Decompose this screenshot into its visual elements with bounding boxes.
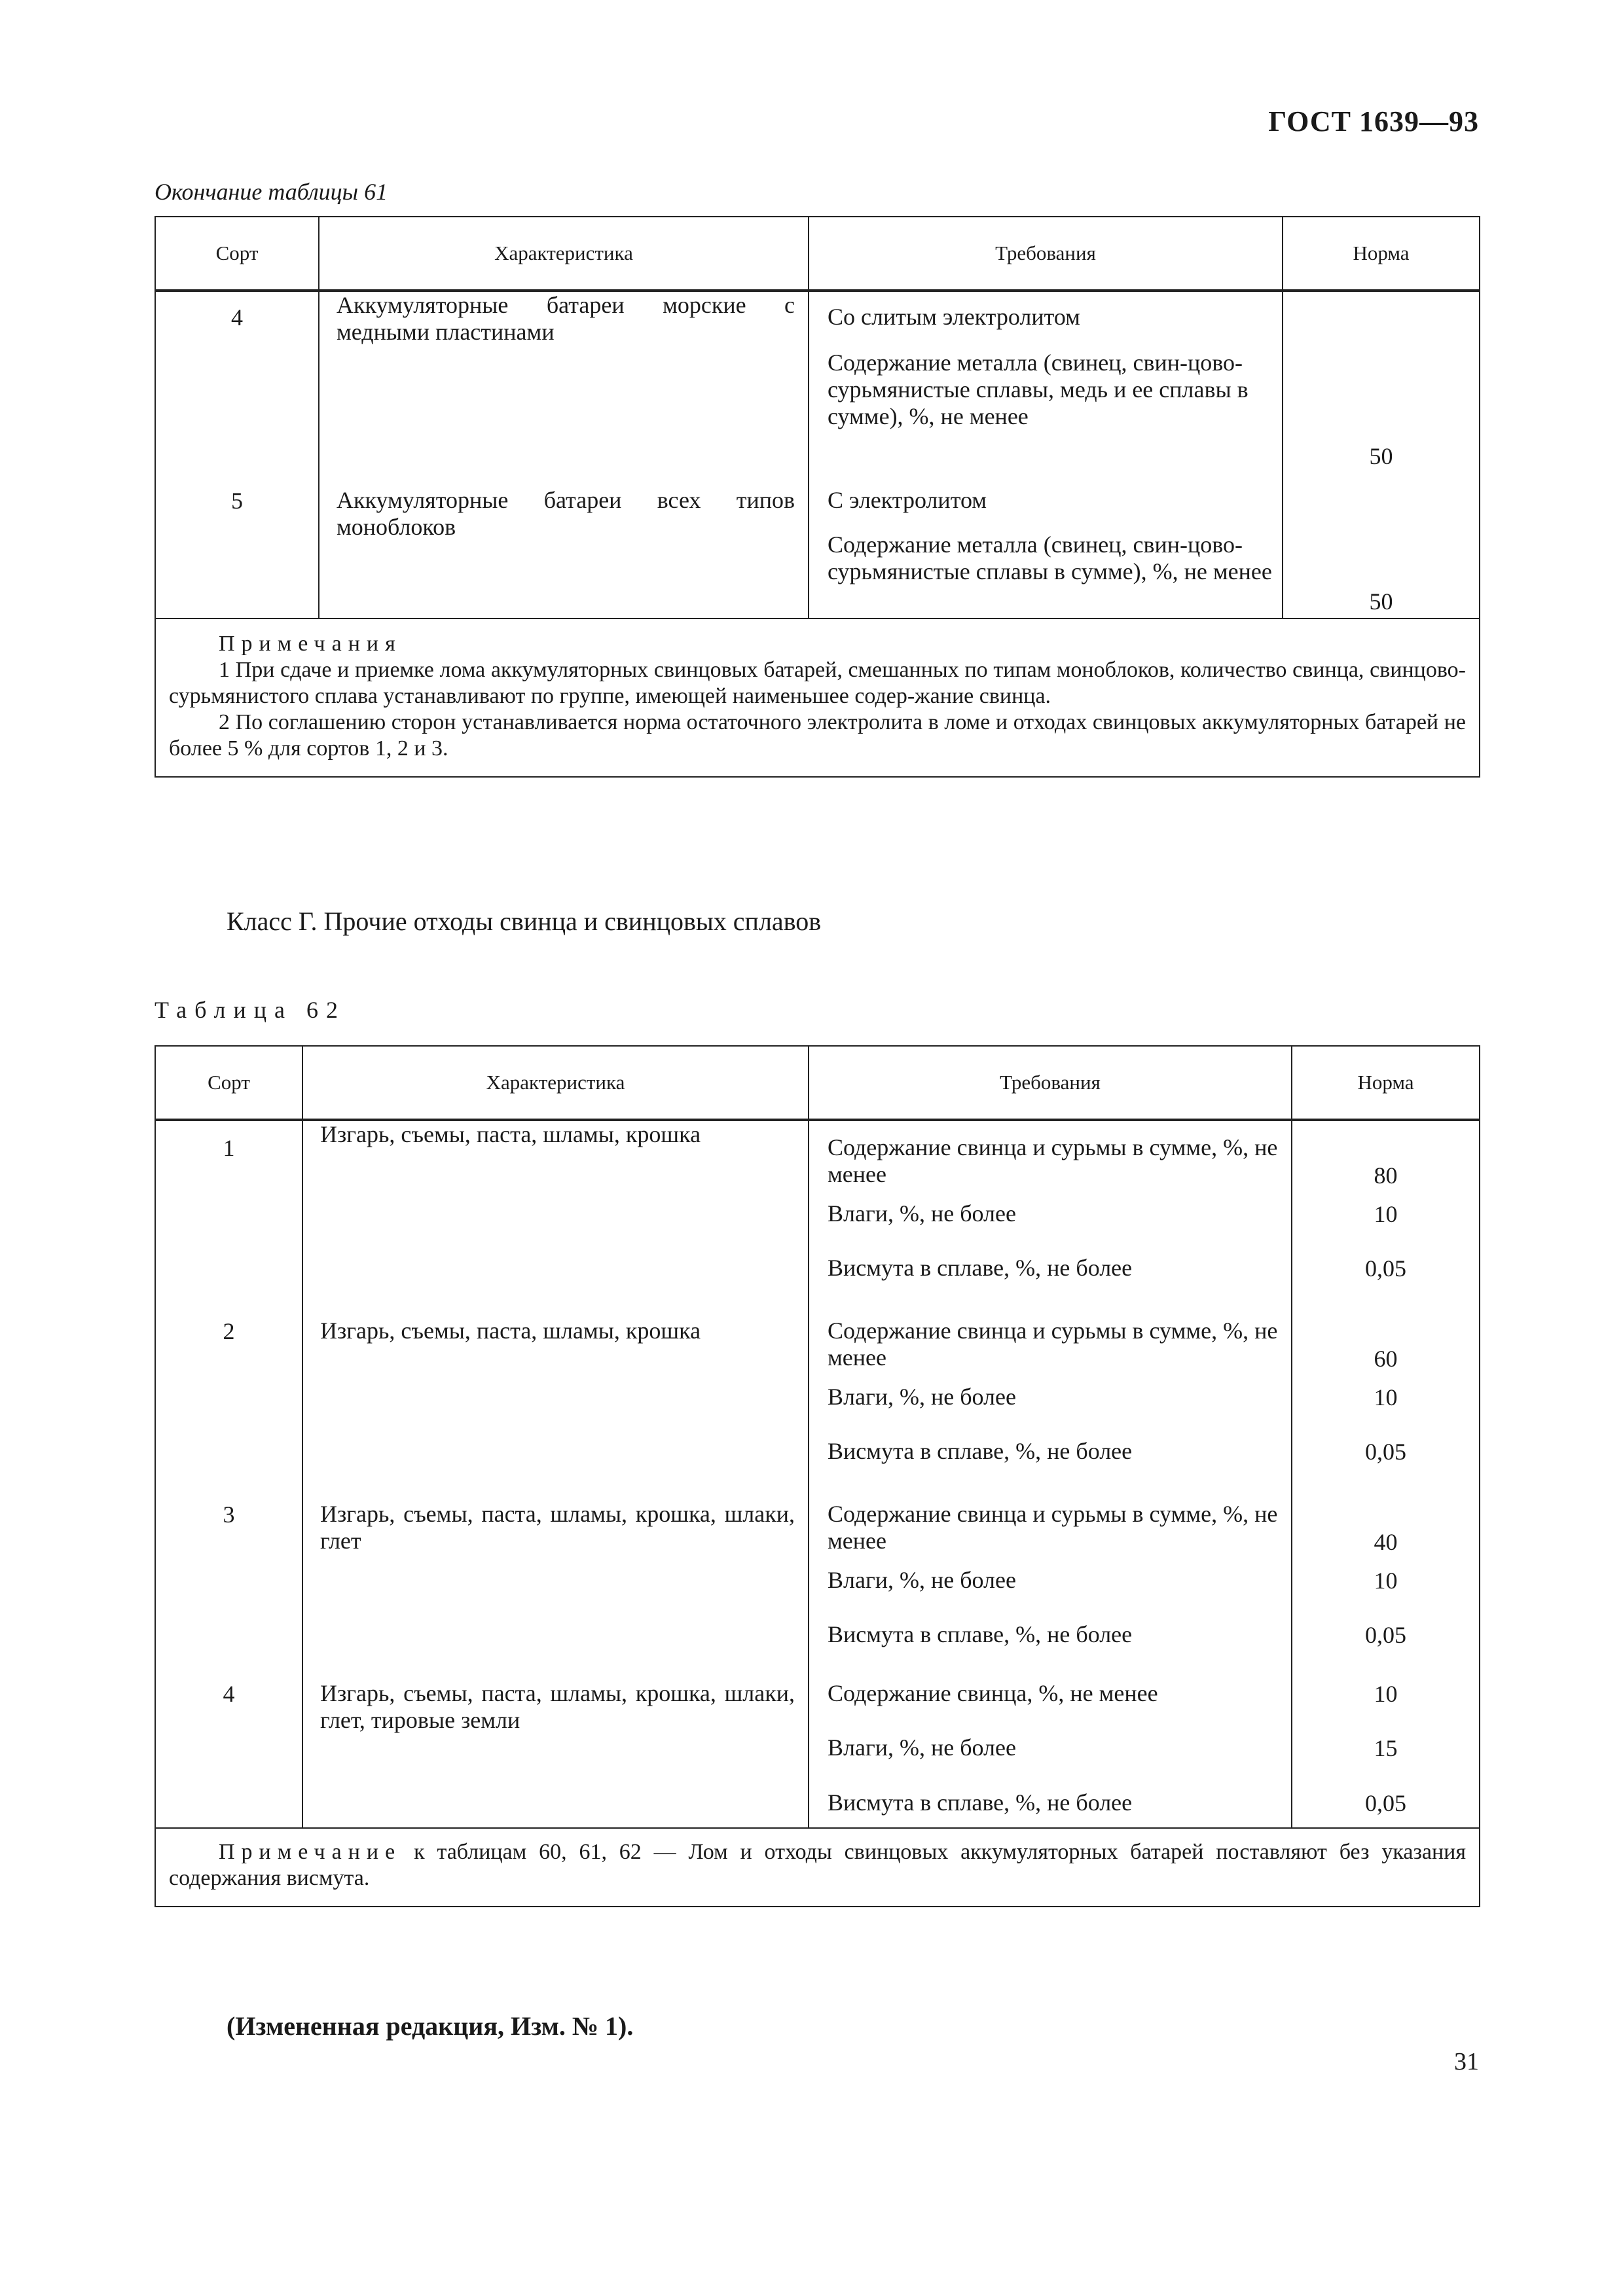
column-header-norm: Норма <box>1292 1046 1480 1120</box>
edit-note: (Измененная редакция, Изм. № 1). <box>227 2011 634 2041</box>
requirements-cell <box>809 1318 1292 1501</box>
table-61 <box>155 216 1480 778</box>
requirement-text: Висмута в сплаве, %, не более <box>828 1789 1133 1816</box>
requirement-text: Влаги, %, не более <box>828 1567 1016 1593</box>
table-62-note <box>155 1828 1480 1907</box>
column-header-requirements: Требования <box>809 1046 1292 1120</box>
requirements-cell <box>809 1680 1292 1828</box>
requirement-text: Содержание металла (свинец, свин-цово-сурьмянистые сплавы, медь и ее сплавы в сумме), %, не менее <box>828 350 1249 429</box>
table-61-notes <box>155 619 1480 777</box>
norm-cell <box>1292 1501 1480 1680</box>
table-row <box>155 1680 1480 1828</box>
norm-value: 0,05 <box>1365 1790 1406 1816</box>
note-item: 2 По соглашению сторон устанавливается норма остаточного электролита в ломе и отходах свинцовых аккумуляторных батарей не более 5 % для сортов 1, 2 и 3. <box>169 710 1466 761</box>
characteristic-cell: Изгарь, съемы, паста, шламы, крошка <box>302 1120 809 1318</box>
requirement-text: Содержание свинца и сурьмы в сумме, %, не менее <box>828 1501 1278 1554</box>
norm-cell <box>1292 1318 1480 1501</box>
norm-cell <box>1292 1680 1480 1828</box>
note-item: 1 При сдаче и приемке лома аккумуляторных свинцовых батарей, смешанных по типам моноблоков, количество свинца, свинцово-сурьмянистого сплава устанавливают по группе, имеющей наименьшее содер-жание свинца. <box>169 658 1466 708</box>
sort-cell: 4 <box>155 1680 302 1828</box>
sort-cell: 2 <box>155 1318 302 1501</box>
requirement-text: Содержание свинца и сурьмы в сумме, %, не менее <box>828 1318 1278 1371</box>
norm-value: 15 <box>1374 1735 1398 1761</box>
requirement-text: Висмута в сплаве, %, не более <box>828 1621 1133 1647</box>
column-header-sort: Сорт <box>155 1046 302 1120</box>
norm-value: 10 <box>1374 1201 1398 1227</box>
notes-title: Примечания <box>219 632 402 656</box>
norm-value: 0,05 <box>1365 1439 1406 1465</box>
norm-value: 50 <box>1369 588 1393 615</box>
requirement-text: Висмута в сплаве, %, не более <box>828 1255 1133 1281</box>
requirement-text: Висмута в сплаве, %, не более <box>828 1438 1133 1464</box>
table-row <box>155 1318 1480 1501</box>
sort-cell: 1 <box>155 1120 302 1318</box>
column-header-characteristic: Характеристика <box>302 1046 809 1120</box>
note-label: Примечание <box>219 1840 402 1864</box>
norm-cell <box>1283 487 1480 619</box>
column-header-sort: Сорт <box>155 217 319 291</box>
notes-row <box>155 1828 1480 1907</box>
requirement-text: Со слитым электролитом <box>828 304 1080 330</box>
column-header-norm: Норма <box>1283 217 1480 291</box>
characteristic-cell: Аккумуляторные батареи всех типов моноблоков <box>319 487 809 619</box>
norm-cell <box>1283 291 1480 487</box>
requirement-text: Содержание свинца и сурьмы в сумме, %, не менее <box>828 1134 1278 1187</box>
sort-cell: 5 <box>155 487 319 619</box>
norm-value: 10 <box>1374 1568 1398 1594</box>
requirement-text: Влаги, %, не более <box>828 1734 1016 1761</box>
table-row <box>155 487 1480 619</box>
requirement-text: С электролитом <box>828 487 987 513</box>
characteristic-cell: Изгарь, съемы, паста, шламы, крошка <box>302 1318 809 1501</box>
characteristic-cell: Аккумуляторные батареи морские с медными пластинами <box>319 291 809 487</box>
table-62-caption: Таблица 62 <box>155 997 346 1023</box>
requirement-text: Влаги, %, не более <box>828 1384 1016 1410</box>
sort-cell: 4 <box>155 291 319 487</box>
norm-value: 80 <box>1374 1162 1398 1189</box>
document-code: ГОСТ 1639—93 <box>1268 105 1479 137</box>
page-number: 31 <box>1454 2048 1479 2075</box>
norm-value: 10 <box>1374 1384 1398 1410</box>
requirements-cell <box>809 1501 1292 1680</box>
requirement-text: Содержание металла (свинец, свин-цово-сурьмянистые сплавы в сумме), %, не менее <box>828 531 1272 584</box>
norm-value: 50 <box>1369 443 1393 469</box>
requirements-cell <box>809 487 1283 619</box>
norm-value: 40 <box>1374 1529 1398 1555</box>
requirements-cell <box>809 1120 1292 1318</box>
requirements-cell <box>809 291 1283 487</box>
characteristic-cell: Изгарь, съемы, паста, шламы, крошка, шлаки, глет <box>302 1501 809 1680</box>
table-header-row <box>155 217 1480 291</box>
norm-cell <box>1292 1120 1480 1318</box>
norm-value: 0,05 <box>1365 1255 1406 1282</box>
table-row <box>155 1501 1480 1680</box>
table-61-caption: Окончание таблицы 61 <box>155 179 388 205</box>
table-header-row <box>155 1046 1480 1120</box>
requirement-text: Содержание свинца, %, не менее <box>828 1680 1158 1706</box>
norm-value: 60 <box>1374 1346 1398 1372</box>
table-row <box>155 1120 1480 1318</box>
table-row <box>155 291 1480 487</box>
column-header-characteristic: Характеристика <box>319 217 809 291</box>
table-62 <box>155 1045 1480 1907</box>
column-header-requirements: Требования <box>809 217 1283 291</box>
note-text: к таблицам 60, 61, 62 — Лом и отходы свинцовых аккумуляторных батарей поставляют без указания содержания висмута. <box>169 1840 1467 1890</box>
sort-cell: 3 <box>155 1501 302 1680</box>
notes-row <box>155 619 1480 777</box>
class-heading: Класс Г. Прочие отходы свинца и свинцовых сплавов <box>227 906 822 936</box>
characteristic-cell: Изгарь, съемы, паста, шламы, крошка, шлаки, глет, тировые земли <box>302 1680 809 1828</box>
requirement-text: Влаги, %, не более <box>828 1200 1016 1227</box>
norm-value: 10 <box>1374 1681 1398 1707</box>
norm-value: 0,05 <box>1365 1622 1406 1648</box>
